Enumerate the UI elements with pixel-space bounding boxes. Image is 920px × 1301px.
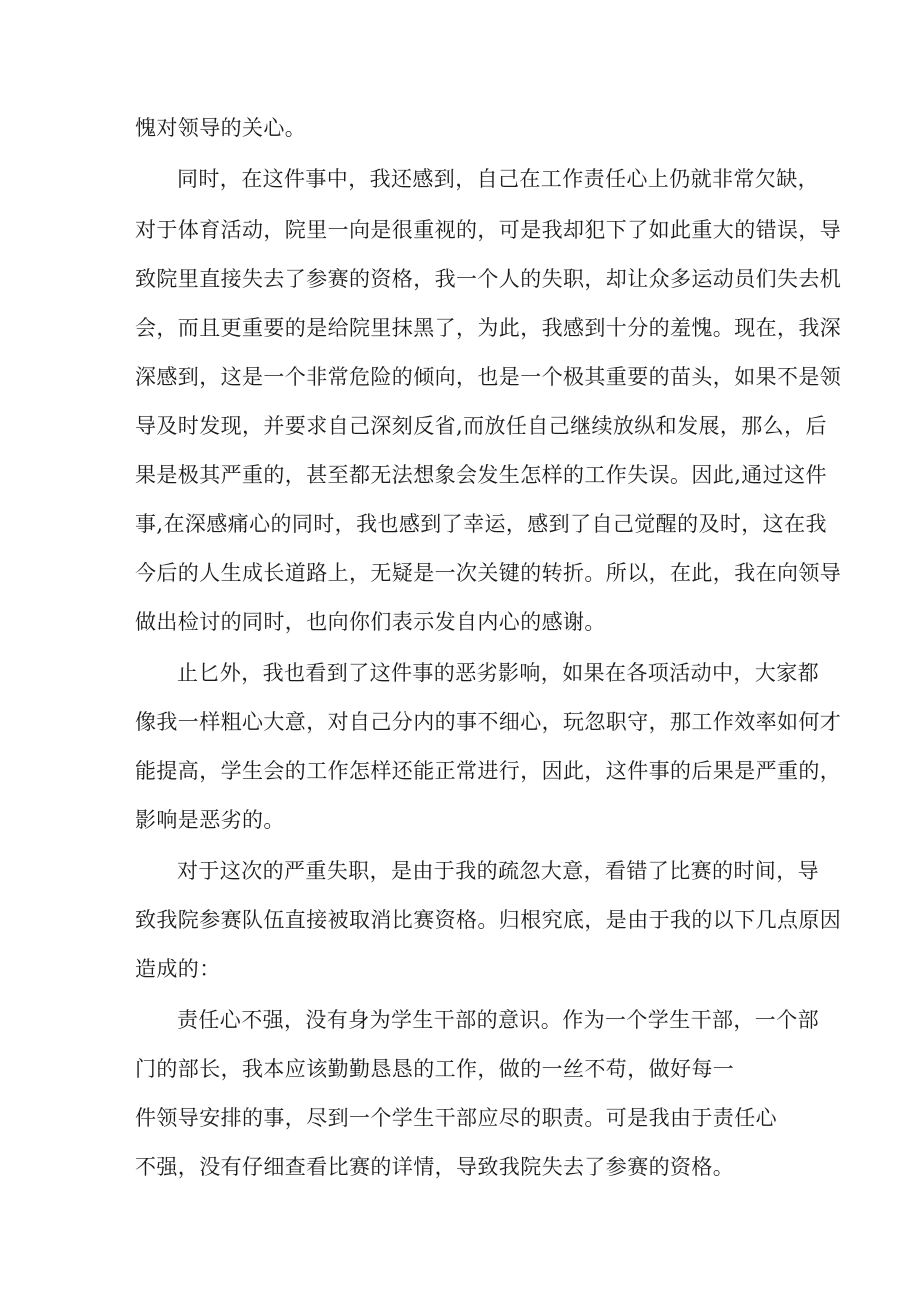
paragraph-first-line: 对于这次的严重失职，是由于我的疏忽大意，看错了比赛的时间，导 [177, 859, 819, 883]
text-line: 件领导安排的事，尽到一个学生干部应尽的职责。可是我由于责任心 [135, 1106, 777, 1130]
text-line: 果是极其严重的，甚至都无法想象会发生怎样的工作失误。因此,通过这件 [135, 463, 827, 487]
text-line: 对于体育活动，院里一向是很重视的，可是我却犯下了如此重大的错误，导 [135, 218, 842, 242]
text-line: 致我院参赛队伍直接被取消比赛资格。归根究底，是由于我的以下几点原因 [135, 908, 842, 932]
text-line: 能提高，学生会的工作怎样还能正常进行，因此，这件事的后果是严重的， [135, 759, 842, 783]
paragraph-first-line: 止匕外，我也看到了这件事的恶劣影响，如果在各项活动中，大家都 [177, 661, 819, 685]
paragraph-first-line: 责任心不强，没有身为学生干部的意识。作为一个学生干部，一个部 [177, 1008, 819, 1032]
text-line: 致院里直接失去了参赛的资格，我一个人的失职，却让众多运动员们失去机 [135, 267, 842, 291]
text-line: 会，而且更重要的是给院里抹黑了，为此，我感到十分的羞愧。现在，我深 [135, 316, 842, 340]
text-line: 做出检讨的同时，也向你们表示发自内心的感谢。 [135, 610, 606, 634]
text-line: 造成的： [135, 957, 221, 981]
text-line: 深感到，这是一个非常危险的倾向，也是一个极其重要的苗头，如果不是领 [135, 365, 842, 389]
text-line: 像我一样粗心大意，对自己分内的事不细心，玩忽职守，那工作效率如何才 [135, 710, 842, 734]
text-line: 不强，没有仔细查看比赛的详情，导致我院失去了参赛的资格。 [135, 1155, 735, 1179]
text-line: 愧对领导的关心。 [135, 116, 307, 140]
text-line: 今后的人生成长道路上，无疑是一次关键的转折。所以，在此，我在向领导 [135, 561, 842, 585]
paragraph-first-line: 同时，在这件事中，我还感到，自己在工作责任心上仍就非常欠缺， [177, 167, 819, 191]
text-line: 影响是恶劣的。 [135, 808, 285, 832]
text-line: 门的部长，我本应该勤勤恳恳的工作，做的一丝不苟，做好每一 [135, 1057, 735, 1081]
text-line: 事,在深感痛心的同时，我也感到了幸运，感到了自己觉醒的及时，这在我 [135, 512, 827, 536]
text-line: 导及时发现，并要求自己深刻反省,而放任自己继续放纵和发展，那么，后 [135, 414, 827, 438]
